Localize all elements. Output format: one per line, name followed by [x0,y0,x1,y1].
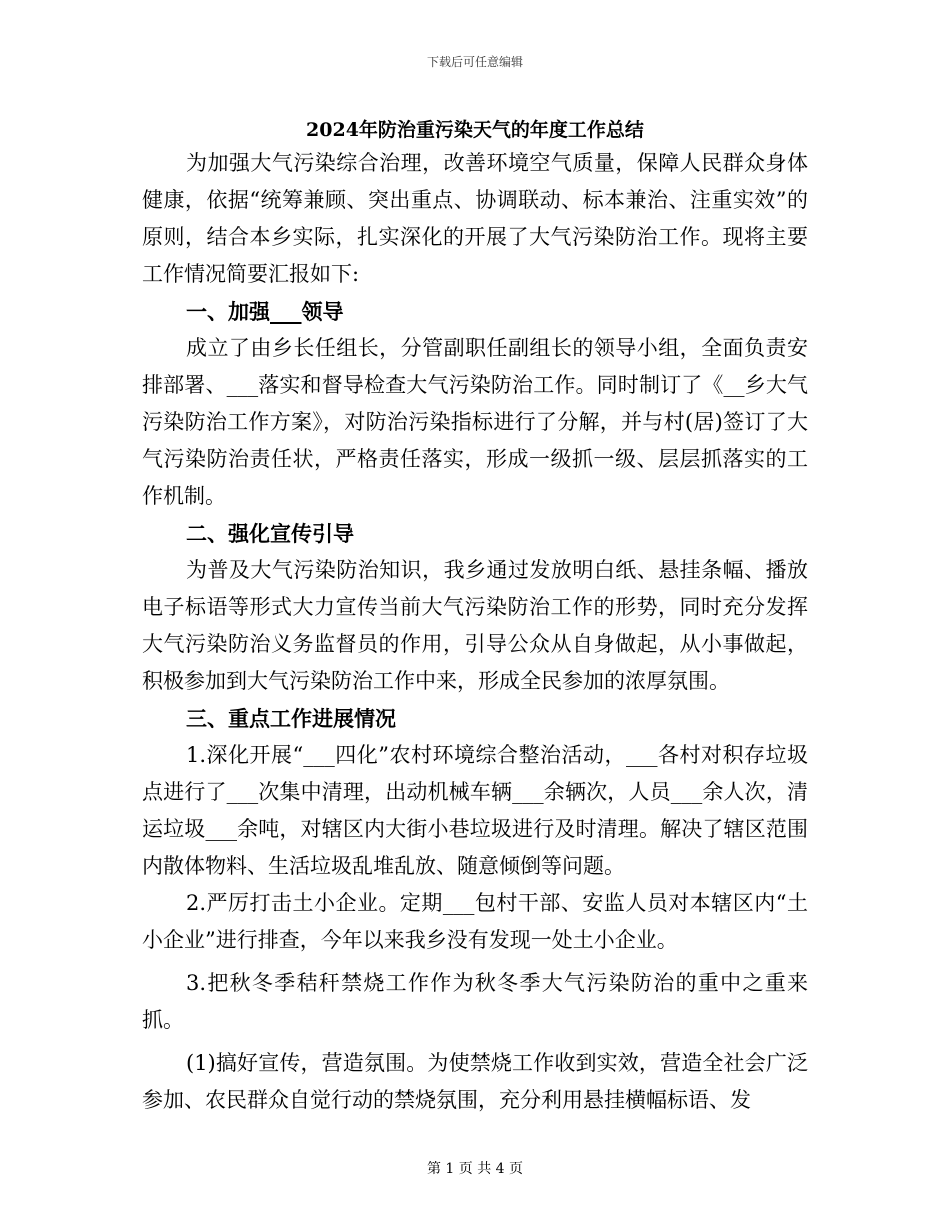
section-2-paragraph: 为普及大气污染防治知识，我乡通过发放明白纸、悬挂条幅、播放电子标语等形式大力宣传当前大气污染防治工作的形势，同时充分发挥大气污染防治义务监督员的作用，引导公众从自身做起，从小事做起，积极参加到大气污染防治工作中来，形成全民参加的浓厚氛围。 [142,558,808,693]
section-heading-1: 一、加强___领导 [186,299,344,324]
page-number: 第 1 页 共 4 页 [426,1161,524,1177]
document-body [142,145,808,1119]
item-2-paragraph: 2.严厉打击土小企业。定期___包村干部、安监人员对本辖区内“土小企业”进行排查，今年以来我乡没有发现一处土小企业。 [142,891,808,952]
section-1-paragraph: 成立了由乡长任组长，分管副职任副组长的领导小组，全面负责安排部署、___落实和督导检查大气污染防治工作。同时制订了《__乡大气污染防治工作方案》，对防治污染指标进行了分解，并与村(居)签订了大气污染防治责任状，严格责任落实，形成一级抓一级、层层抓落实的工作机制。 [142,336,808,508]
intro-paragraph: 为加强大气污染综合治理，改善环境空气质量，保障人民群众身体健康，依据“统筹兼顾、突出重点、协调联动、标本兼治、注重实效”的原则，结合本乡实际，扎实深化的开展了大气污染防治工作。现将主要工作情况简要汇报如下: [142,151,808,286]
item-1-paragraph: 1.深化开展“___四化”农村环境综合整治活动，___各村对积存垃圾点进行了___次集中清理，出动机械车辆___余辆次，人员___余人次，清运垃圾___余吨，对辖区内大街小巷垃圾进行及时清理。解决了辖区范围内散体物料、生活垃圾乱堆乱放、随意倾倒等问题。 [142,743,808,878]
document-title: 2024年防治重污染天气的年度工作总结 [306,119,644,141]
item-3-paragraph: 3.把秋冬季秸秆禁烧工作作为秋冬季大气污染防治的重中之重来抓。 [142,971,808,1032]
section-heading-2: 二、强化宣传引导 [186,521,354,546]
item-3-1-paragraph: (1)搞好宣传，营造氛围。为使禁烧工作收到实效，营造全社会广泛参加、农民群众自觉行动的禁烧氛围，充分利用悬挂横幅标语、发 [142,1051,808,1112]
section-heading-3: 三、重点工作进展情况 [186,706,396,731]
header-note: 下载后可任意编辑 [426,55,523,69]
